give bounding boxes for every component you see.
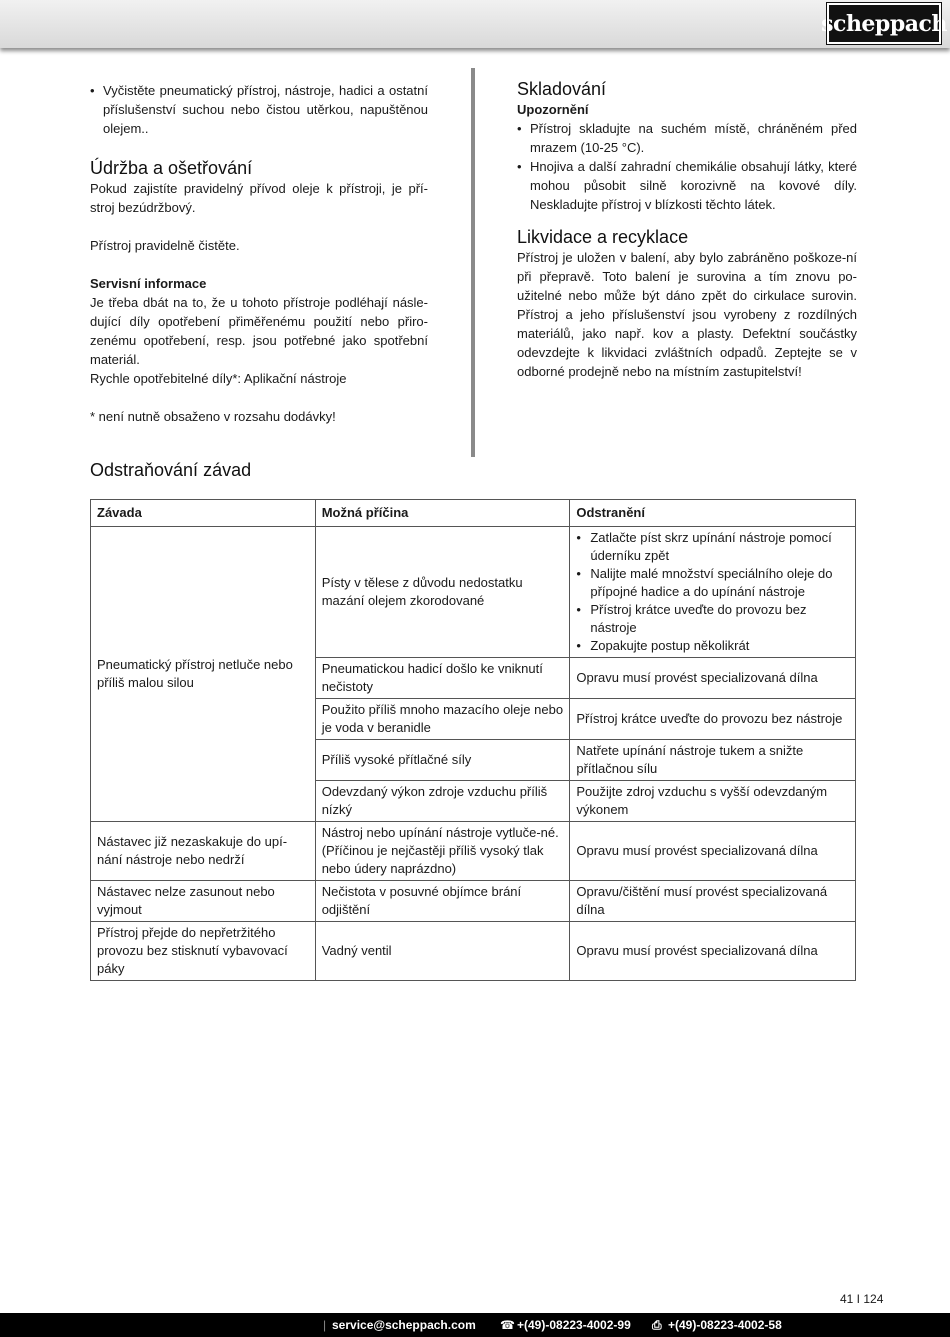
storage-bullet: • Přístroj skladujte na suchém místě, chráněném před mrazem (10-25 °C). bbox=[517, 119, 857, 157]
left-column bbox=[90, 81, 428, 426]
footer-fax: +(49)-08223-4002-58 bbox=[668, 1318, 782, 1332]
cause-cell: Nečistota v posuvné objímce brání odjištění bbox=[315, 881, 570, 922]
remedy-cell: Natřete upínání nástroje tukem a snižte přítlačnou sílu bbox=[570, 740, 856, 781]
disposal-paragraph: Přístroj je uložen v balení, aby bylo zabráněno poškoze-ní při přepravě. Toto balení je surovina a tím znovu po-užitelné nebo může být dáno zpět do cirkulace surovin. Přístroj a jeho příslušenství jsou vyrobeny z rozdílných materiálů, jako např. kov a plasty. Defektní součástky odevzdejte k likvidaci zvláštních odpadů. Zeptejte se v odborné prodejně nebo na místním zastupitelství! bbox=[517, 250, 857, 379]
wear-parts-text: Rychle opotřebitelné díly*: Aplikační nástroje bbox=[90, 371, 347, 386]
cause-cell: Pneumatickou hadicí došlo ke vniknutí nečistoty bbox=[315, 658, 570, 699]
footer-bar bbox=[0, 1313, 950, 1337]
footer-phone: +(49)-08223-4002-99 bbox=[517, 1318, 631, 1332]
table-row bbox=[91, 822, 856, 881]
table-header-row bbox=[91, 500, 856, 527]
remedy-cell: Přístroj krátce uveďte do provozu bez nástroje bbox=[570, 699, 856, 740]
disposal-heading: Likvidace a recyklace bbox=[517, 227, 689, 247]
storage-list bbox=[517, 119, 857, 214]
cause-cell: Vadný ventil bbox=[315, 922, 570, 981]
table-row bbox=[91, 527, 856, 658]
phone-icon: ☎ bbox=[500, 1318, 515, 1332]
footer-email: service@scheppach.com bbox=[332, 1318, 476, 1332]
cause-cell: Použito příliš mnoho mazacího oleje nebo je voda v beranidle bbox=[315, 699, 570, 740]
column-header-cause: Možná příčina bbox=[315, 500, 570, 527]
cleaning-paragraph: Přístroj pravidelně čistěte. bbox=[90, 238, 240, 253]
table-row bbox=[91, 922, 856, 981]
remedy-bullet: • Přístroj krátce uveďte do provozu bez nástroje bbox=[576, 601, 849, 637]
separator-mark: | bbox=[323, 1318, 327, 1332]
header-bar bbox=[0, 0, 950, 48]
scheppach-logo: scheppach bbox=[827, 3, 941, 44]
delivery-note: * není nutně obsaženo v rozsahu dodávky! bbox=[90, 409, 336, 424]
table-row bbox=[91, 881, 856, 922]
fault-cell: Nástavec nelze zasunout nebo vyjmout bbox=[91, 881, 316, 922]
storage-notice-heading: Upozornění bbox=[517, 102, 589, 117]
service-paragraph: Je třeba dbát na to, že u tohoto přístroje podléhají násle-dující díly opotřebení přiměřenému použití nebo přiro-zenému opotřebení, resp. jsou potřebné jako spotřební materiál. bbox=[90, 295, 428, 367]
remedy-bullet: • Zopakujte postup několikrát bbox=[576, 637, 849, 655]
cause-cell: Nástroj nebo upínání nástroje vytluče-né. (Příčinou je nejčastěji příliš vysoký tlak nebo údery naprázdno) bbox=[315, 822, 570, 881]
page-number: 41 I 124 bbox=[840, 1292, 884, 1306]
cause-cell: Příliš vysoké přítlačné síly bbox=[315, 740, 570, 781]
storage-bullet: • Hnojiva a další zahradní chemikálie obsahují látky, které mohou působit silně korozivně na kovové díly. Neskladujte přístroj v blízkosti těchto látek. bbox=[517, 157, 857, 214]
troubleshooting-table bbox=[90, 499, 856, 981]
remedy-bullet: • Nalijte malé množství speciálního oleje do přípojné hadice a do upínání nástroje bbox=[576, 565, 849, 601]
cleaning-list bbox=[90, 81, 428, 138]
column-header-remedy: Odstranění bbox=[570, 500, 856, 527]
remedy-cell: Použijte zdroj vzduchu s vyšší odevzdaným výkonem bbox=[570, 781, 856, 822]
fault-cell: Nástavec již nezaskakuje do upí-nání nástroje nebo nedrží bbox=[91, 822, 316, 881]
troubleshooting-heading: Odstraňování závad bbox=[90, 460, 252, 480]
remedy-cell: Opravu/čištění musí provést specializovaná dílna bbox=[570, 881, 856, 922]
remedy-cell bbox=[570, 527, 856, 658]
remedy-cell: Opravu musí provést specializovaná dílna bbox=[570, 658, 856, 699]
remedy-bullet: • Zatlačte píst skrz upínání nástroje pomocí úderníku zpět bbox=[576, 529, 849, 565]
storage-heading: Skladování bbox=[517, 79, 607, 99]
column-header-fault: Závada bbox=[91, 500, 316, 527]
maintenance-paragraph: Pokud zajistíte pravidelný přívod oleje k přístroji, je pří-stroj bezúdržbový. bbox=[90, 181, 428, 215]
cause-cell: Odevzdaný výkon zdroje vzduchu příliš nízký bbox=[315, 781, 570, 822]
column-divider bbox=[471, 68, 475, 457]
right-column bbox=[517, 78, 857, 381]
remedy-cell: Opravu musí provést specializovaná dílna bbox=[570, 822, 856, 881]
service-heading: Servisní informace bbox=[90, 276, 207, 291]
fault-cell: Pneumatický přístroj netluče nebo příliš malou silou bbox=[91, 527, 316, 822]
fault-cell: Přístroj přejde do nepřetržitého provozu bez stisknutí vybavovací páky bbox=[91, 922, 316, 981]
remedy-cell: Opravu musí provést specializovaná dílna bbox=[570, 922, 856, 981]
maintenance-heading: Údržba a ošetřování bbox=[90, 158, 253, 178]
cause-cell: Písty v tělese z důvodu nedostatku mazání olejem zkorodované bbox=[315, 527, 570, 658]
cleaning-bullet: • Vyčistěte pneumatický přístroj, nástroje, hadici a ostatní příslušenství suchou nebo čistou utěrkou, napuštěnou olejem.. bbox=[90, 81, 428, 138]
fax-icon: ⎙ bbox=[652, 1318, 662, 1332]
remedy-list bbox=[576, 529, 849, 655]
